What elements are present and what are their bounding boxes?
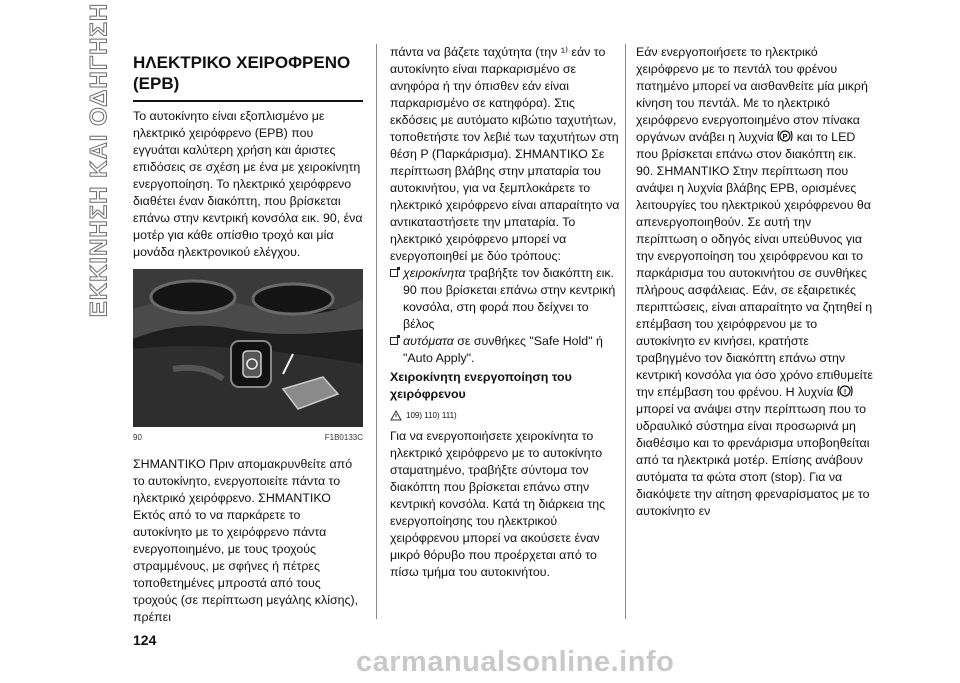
paragraph-brake-lamp: Εάν ενεργοποιήσετε το ηλεκτρικό χειρόφρενο με το πεντάλ του φρένου πατημένο μπορεί να αισθανθείτε μία μικρή κίνηση του πεντάλ. Με το ηλεκτρικό χειρόφρενο ενεργοποιημένο στον πίνακα οργάνων ανάβει η λυχνία P και το LED που βρίσκεται επάνω στον διακόπτη εικ. 90. ΣΗΜΑΝΤΙΚΟ Στην περίπτωση που ανάψει η λυχνία βλάβης EPB, ορισμένες λειτουργίες του ηλεκτρικού χειρόφρενου θα απενεργοποιηθούν. Σε αυτή την περίπτωση ο οδηγός είναι υπεύθυνος για την ενεργοποίηση του χειρόφρενου και το παρκάρισμα του αυτοκινήτου σε συνθήκες πλήρους ασφάλειας. Εάν, σε εξαιρετικές περιπτώσεις, είναι απαραίτητο να ζητηθεί η επέμβαση του χειρόφρενου με το αυτοκίνητο εν κινήσει, κρατήστε τραβηγμένο τον διακόπτη επάνω στην κεντρική κονσόλα για όσο χρόνο επιθυμείτε την επέμβαση του φρένου. Η λυχνία ! μπορεί να ανάψει στην περίπτωση που το υδραυλικό σύστημα είναι προσωρινά μη διαθέσιμο και το φρενάρισμα υποβοηθείται από τα ηλεκτρικά μοτέρ. Επίσης ανάβουν αυτόματα τα φώτα στοπ (stop). Για να διακόψετε την αίτηση φρεναρίσματος με το αυτοκίνητο εν xyxy=(636,45,873,518)
svg-text:!: ! xyxy=(843,389,846,396)
title-underline xyxy=(133,100,363,102)
intro-paragraph: Το αυτοκίνητο είναι εξοπλισμένο με ηλεκτρικό χειρόφρενο (EPB) που εγγυάται καλύτερη χρήση και άριστες επιδόσεις σε σχέση με ένα με χειροκίνητη ενεργοποίηση. Το ηλεκτρικό χειρόφρενο διαθέτει έναν διακόπτη, που βρίσκεται επάνω στην κεντρική κονσόλα εικ. 90, ένα μοτέρ για κάθε οπίσθιο τροχό και μία μονάδα ηλεκτρονικού ελέγχου. xyxy=(133,109,363,259)
watermark: carmanualsonline.info xyxy=(356,646,675,678)
paragraph-manual-activation: Για να ενεργοποιήσετε χειροκίνητα το ηλεκτρικό χειρόφρενο με το αυτοκίνητο σταματημένο, τραβήξτε σύντομα τον διακόπτη που βρίσκεται επάνω στην κεντρική κονσόλα. Κατά τη διάρκεια της ενεργοποίησης του ηλεκτρικού χειρόφρενου μπορεί να ακούσετε έναν μικρό θόρυβο που προέρχεται από το πίσω τμήμα του αυτοκινήτου. xyxy=(390,429,606,579)
column-divider-2 xyxy=(625,44,626,619)
column-1 xyxy=(133,44,363,626)
bullet-icon xyxy=(390,269,398,277)
section-title: ΗΛΕΚΤΡΙΚΟ ΧΕΙΡΟΦΡΕΝΟ (EPB) xyxy=(133,53,351,93)
console-photo-icon xyxy=(133,269,363,427)
paragraph-gear: πάντα να βάζετε ταχύτητα (την ¹⁾ εάν το αυτοκίνητο είναι παρκαρισμένο σε ανηφόρα ή την όπισθεν εάν είναι παρκαρισμένο σε κατηφόρα). Στις εκδόσεις με αυτόματο κιβώτιο ταχυτήτων, τοποθετήστε τον λεβιέ των ταχυτήτων στη θέση P (Παρκάρισμα). ΣΗΜΑΝΤΙΚΟ Σε περίπτωση βλάβης στην μπαταρία του αυτοκινήτου, για να ξεμπλοκάρετε το ηλεκτρικό χειρόφρενο είναι απαραίτητο να αντικαταστήσετε την μπαταρία. Το ηλεκτρικό χειρόφρενο μπορεί να ενεργοποιηθεί με δύο τρόπους: xyxy=(390,45,620,263)
column-2 xyxy=(390,44,620,581)
subheading: Χειροκίνητη ενεργοποίηση του χειρόφρενου xyxy=(390,370,572,401)
parking-brake-lamp-icon xyxy=(777,129,793,143)
figure-code: F1B0133C xyxy=(324,433,363,442)
figure-caption xyxy=(133,429,363,446)
warning-triangle-icon xyxy=(390,410,402,421)
figure-epb-switch xyxy=(133,269,363,427)
warning-references: 109) 110) 111) xyxy=(390,407,620,424)
figure-number: 90 xyxy=(133,433,142,442)
list-item: χειροκίνητα τραβήξτε τον διακόπτη εικ. 90 που βρίσκεται επάνω στην κεντρική κονσόλα, στη φορά που δείχνει το βέλος xyxy=(390,265,620,333)
important-notes: ΣΗΜΑΝΤΙΚΟ Πριν απομακρυνθείτε από το αυτοκίνητο, ενεργοποιείτε πάντα το ηλεκτρικό χειρόφρενο. ΣΗΜΑΝΤΙΚΟ Εκτός από το να παρκάρετε το αυτοκίνητο με το χειρόφρενο πάντα ενεργοποιημένο, με τους τροχούς στραμμένους, με σφήνες ή πέτρες τοποθετημένες μπροστά από τους τροχούς (σε περίπτωση μεγάλης κλίσης), πρέπει xyxy=(133,457,359,624)
svg-text:P: P xyxy=(782,134,788,141)
column-3 xyxy=(636,44,876,520)
page-number: 124 xyxy=(133,632,157,648)
section-side-tab: ΕΚΚΙΝΗΣΗ ΚΑΙ ΟΔΗΓΗΣΗ xyxy=(85,2,113,318)
column-divider-1 xyxy=(376,44,377,619)
list-item: αυτόματα σε συνθήκες "Safe Hold" ή "Auto Apply". xyxy=(390,333,620,367)
bullet-icon xyxy=(390,337,398,345)
brake-lamp-icon xyxy=(837,384,853,398)
